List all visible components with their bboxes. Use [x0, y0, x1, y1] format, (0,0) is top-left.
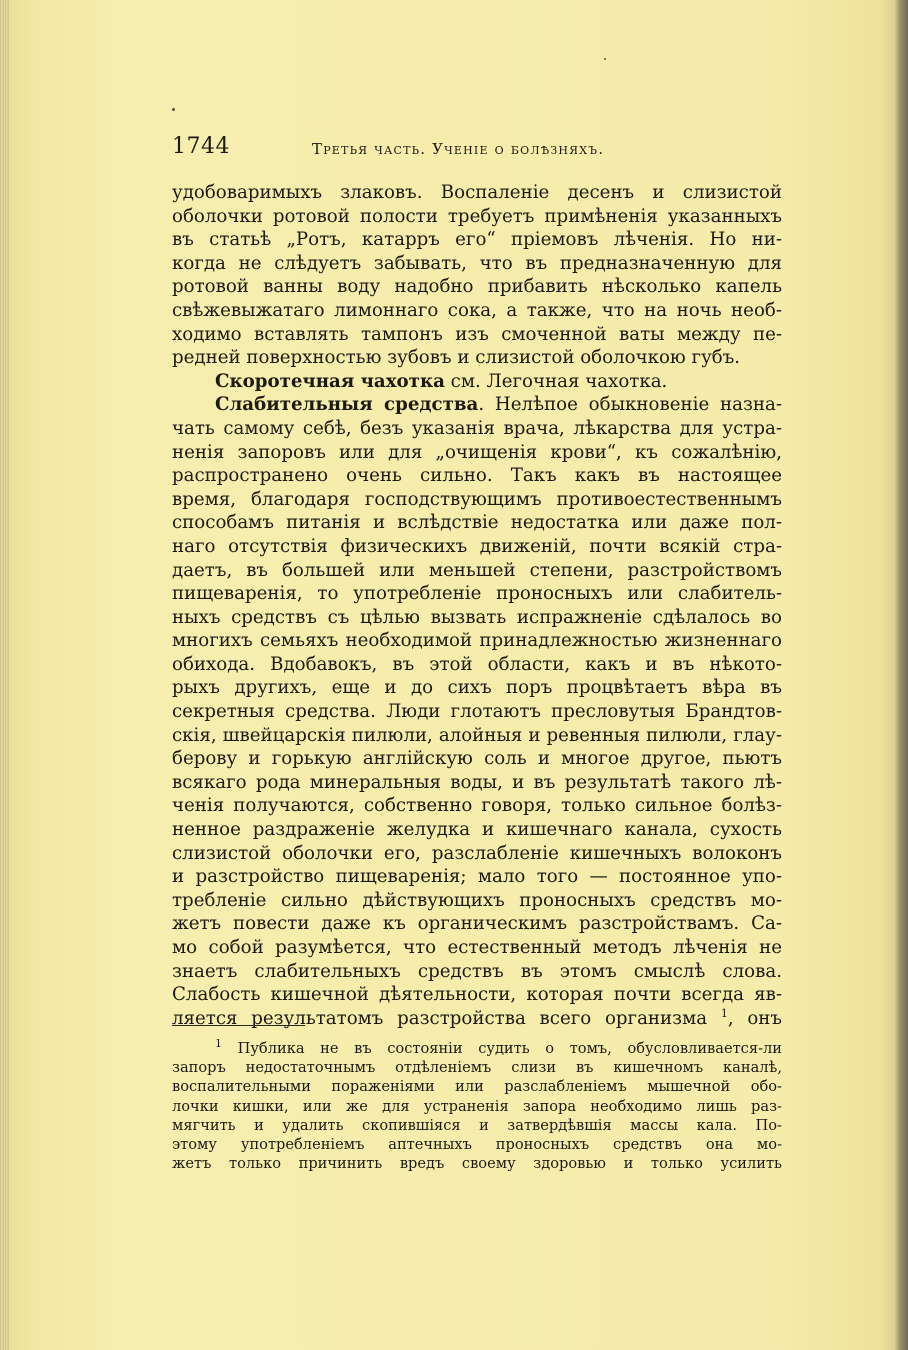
footnote-line: воспалительными пораженіями или разслабленіемъ мышечной обо-: [172, 1078, 782, 1096]
body-line: секретныя средства. Люди глотаютъ пресловутыя Брандтов-: [172, 701, 782, 723]
body-line: чать самому себѣ, безъ указанія врача, лѣкарства для устра-: [172, 417, 782, 439]
body-line: распространено очень сильно. Такъ какъ въ настоящее: [172, 465, 782, 487]
entry-text: . Нелѣпое обыкновеніе назна-: [478, 394, 782, 416]
page-left-edge: [0, 0, 9, 1350]
body-line: свѣжевыжатаго лимоннаго сока, а также, что на ночь необ-: [172, 299, 782, 321]
body-line: когда не слѣдуетъ забывать, что въ предназначенную для: [172, 252, 782, 274]
body-line: ходимо вставлять тампонъ изъ смоченной ваты между пе-: [172, 323, 782, 345]
footnote-reference[interactable]: 1: [720, 1006, 728, 1020]
footnote-divider: [172, 1025, 305, 1026]
body-line: берову и горькую англійскую соль и многое другое, пьютъ: [172, 748, 782, 770]
body-line: жетъ повести даже къ органическимъ разстройствамъ. Са-: [172, 913, 782, 935]
entry-term: Скоротечная чахотка: [215, 370, 445, 392]
body-line-text: ляется результатомъ разстройства всего организма: [172, 1007, 708, 1029]
body-line: мо собой разумѣется, что естественный методъ лѣченія не: [172, 937, 782, 958]
footnote-line: запоръ недостаточнымъ отдѣленіемъ слизи въ кишечномъ каналѣ,: [172, 1059, 782, 1077]
body-line: слизистой оболочки его, разслабленіе кишечныхъ волоконъ: [172, 842, 782, 864]
body-line: даетъ, въ большей или меньшей степени, разстройствомъ: [172, 559, 782, 581]
entry-term: Слабительныя средства: [215, 394, 479, 416]
footnote-line: жетъ только причинить вредъ своему здоровью и только усилить: [172, 1155, 782, 1173]
body-line: въ статьѣ „Ротъ, катарръ его“ пріемовъ лѣченія. Но ни-: [172, 229, 782, 251]
body-line: наго отсутствія физическихъ движеній, почти всякій стра-: [172, 535, 782, 557]
footnote-marker: 1: [215, 1039, 222, 1051]
entry-line: [172, 393, 782, 417]
footnote-line: [172, 1039, 782, 1058]
body-line: рыхъ другихъ, еще и до сихъ поръ процвѣтаетъ вѣра въ: [172, 677, 782, 699]
body-line: знаетъ слабительныхъ средствъ въ этомъ смыслѣ слова.: [172, 960, 782, 982]
running-head: Третья часть. Ученіе о болѣзняхъ.: [312, 140, 605, 158]
footnote-line: этому употребленіемъ аптечныхъ проносныхъ средствъ она мо-: [172, 1135, 782, 1153]
body-line: требленіе сильно дѣйствующихъ проносныхъ средствъ мо-: [172, 889, 782, 911]
page-right-edge: [894, 0, 908, 1350]
body-line: и разстройство пищеваренія; мало того — постоянное упо-: [172, 866, 782, 888]
body-line: удобоваримыхъ злаковъ. Воспаленіе десенъ и слизистой: [172, 182, 782, 203]
body-line: способамъ питанія и вслѣдствіе недостатка или даже пол-: [172, 512, 782, 534]
body-line: оболочки ротовой полости требуетъ примѣненія указанныхъ: [172, 205, 782, 227]
body-line: пищеваренія, то употребленіе проносныхъ или слабитель-: [172, 583, 782, 605]
footnote-line: лочки кишки, или же для устраненія запора необходимо лишь раз-: [172, 1097, 782, 1115]
body-line: ненія запоровъ или для „очищенія крови“, къ сожалѣнію,: [172, 441, 782, 463]
body-line: [172, 1007, 782, 1031]
body-line: редней поверхностью зубовъ и слизистой оболочкою губъ.: [172, 347, 741, 369]
body-line: обихода. Вдобавокъ, въ этой области, какъ и въ нѣкото-: [172, 653, 782, 675]
print-speck: [172, 108, 175, 111]
body-line: ротовой ванны воду надобно прибавить нѣсколько капель: [172, 276, 782, 298]
entry-line: [172, 370, 782, 394]
body-text: [172, 181, 782, 1030]
footnote: [172, 1039, 782, 1173]
body-line: ненное раздраженіе желудка и кишечнаго канала, сухость: [172, 819, 782, 841]
footnote-line: мягчить и удалить скопившіяся и затвердѣвшія массы кала. По-: [172, 1116, 782, 1134]
body-line: ченія получаются, собственно говоря, только сильное болѣз-: [172, 795, 782, 817]
page-header: [172, 132, 782, 166]
body-line: время, благодаря господствующимъ противоестественнымъ: [172, 488, 782, 510]
entry-text: см. Легочная чахотка.: [444, 370, 668, 392]
body-line-text: , онъ: [727, 1007, 782, 1029]
body-line: скія, швейцарскія пилюли, алойныя и ревенныя пилюли, глау-: [172, 724, 782, 746]
footnote-text: Публика не въ состояніи судить о томъ, обусловливается-ли: [222, 1040, 782, 1057]
body-line: ныхъ средствъ съ цѣлью вызвать испражненіе сдѣлалось во: [172, 606, 782, 628]
print-speck: [604, 58, 606, 60]
body-line: многихъ семьяхъ необходимой принадлежностью жизненнаго: [172, 630, 782, 652]
page-number: 1744: [172, 134, 230, 159]
body-line: Слабость кишечной дѣятельности, которая почти всегда яв-: [172, 984, 782, 1006]
body-line: всякаго рода минеральныя воды, и въ результатѣ такого лѣ-: [172, 771, 782, 793]
